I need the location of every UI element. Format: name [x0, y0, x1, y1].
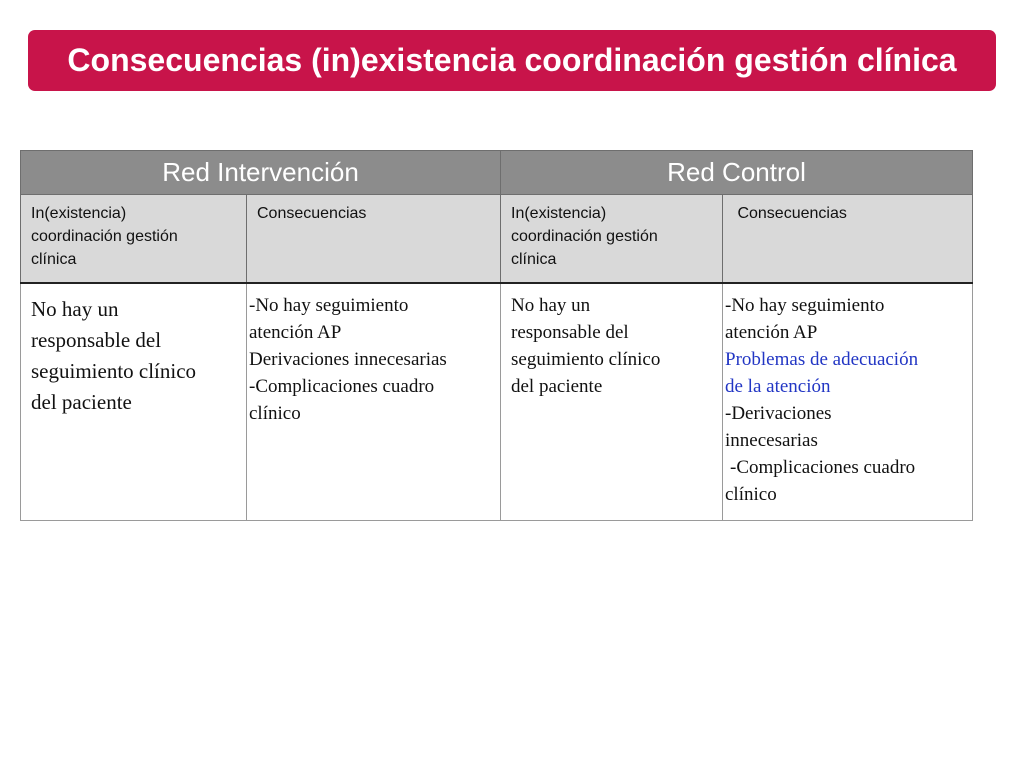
cell-line: seguimiento clínico: [31, 359, 197, 383]
cell-line: seguimiento clínico: [511, 349, 661, 370]
page-title: Consecuencias (in)existencia coordinación gestión clínica: [67, 42, 957, 78]
sub-header-line: In(existencia): [511, 205, 607, 222]
cell-line: -No hay seguimiento: [725, 295, 885, 316]
group-header-intervencion: Red Intervención: [21, 151, 501, 195]
cell-control-existencia: [501, 283, 723, 521]
comparison-table-container: [20, 150, 972, 521]
cell-line: -Complicaciones cuadro: [249, 376, 435, 397]
sub-header-control-existencia: [501, 195, 723, 284]
cell-line: -No hay seguimiento: [249, 295, 409, 316]
sub-header-line: Consecuencias: [733, 205, 847, 222]
cell-line-highlight: de la atención: [725, 376, 831, 397]
table-row: [21, 283, 973, 521]
cell-line: Derivaciones innecesarias: [249, 349, 447, 370]
cell-line: clínico: [725, 484, 777, 505]
sub-header-control-consecuencias: [723, 195, 973, 284]
sub-header-line: coordinación gestión: [511, 228, 658, 245]
cell-intervencion-consecuencias: [247, 283, 501, 521]
cell-line: innecesarias: [725, 430, 818, 451]
cell-line: clínico: [249, 403, 301, 424]
cell-line: responsable del: [511, 322, 629, 343]
title-banner: [28, 30, 996, 91]
sub-header-line: clínica: [31, 251, 77, 268]
sub-header-line: In(existencia): [31, 205, 127, 222]
cell-line: -Complicaciones cuadro: [730, 457, 916, 478]
cell-line: -Derivaciones: [725, 403, 832, 424]
sub-header-line: coordinación gestión: [31, 228, 178, 245]
group-header-row: [21, 151, 973, 195]
group-header-control: Red Control: [501, 151, 973, 195]
cell-intervencion-existencia: [21, 283, 247, 521]
cell-line: responsable del: [31, 328, 162, 352]
sub-header-intervencion-existencia: [21, 195, 247, 284]
cell-line: atención AP: [249, 322, 342, 343]
cell-control-consecuencias: [723, 283, 973, 521]
cell-line: del paciente: [511, 376, 603, 397]
comparison-table: [20, 150, 973, 521]
sub-header-intervencion-consecuencias: [247, 195, 501, 284]
sub-header-row: [21, 195, 973, 284]
cell-line: del paciente: [31, 390, 132, 414]
cell-line: No hay un: [511, 295, 591, 316]
sub-header-line: Consecuencias: [257, 205, 367, 222]
cell-line: No hay un: [31, 297, 119, 321]
cell-line-highlight: Problemas de adecuación: [725, 349, 919, 370]
cell-line: atención AP: [725, 322, 818, 343]
sub-header-line: clínica: [511, 251, 557, 268]
